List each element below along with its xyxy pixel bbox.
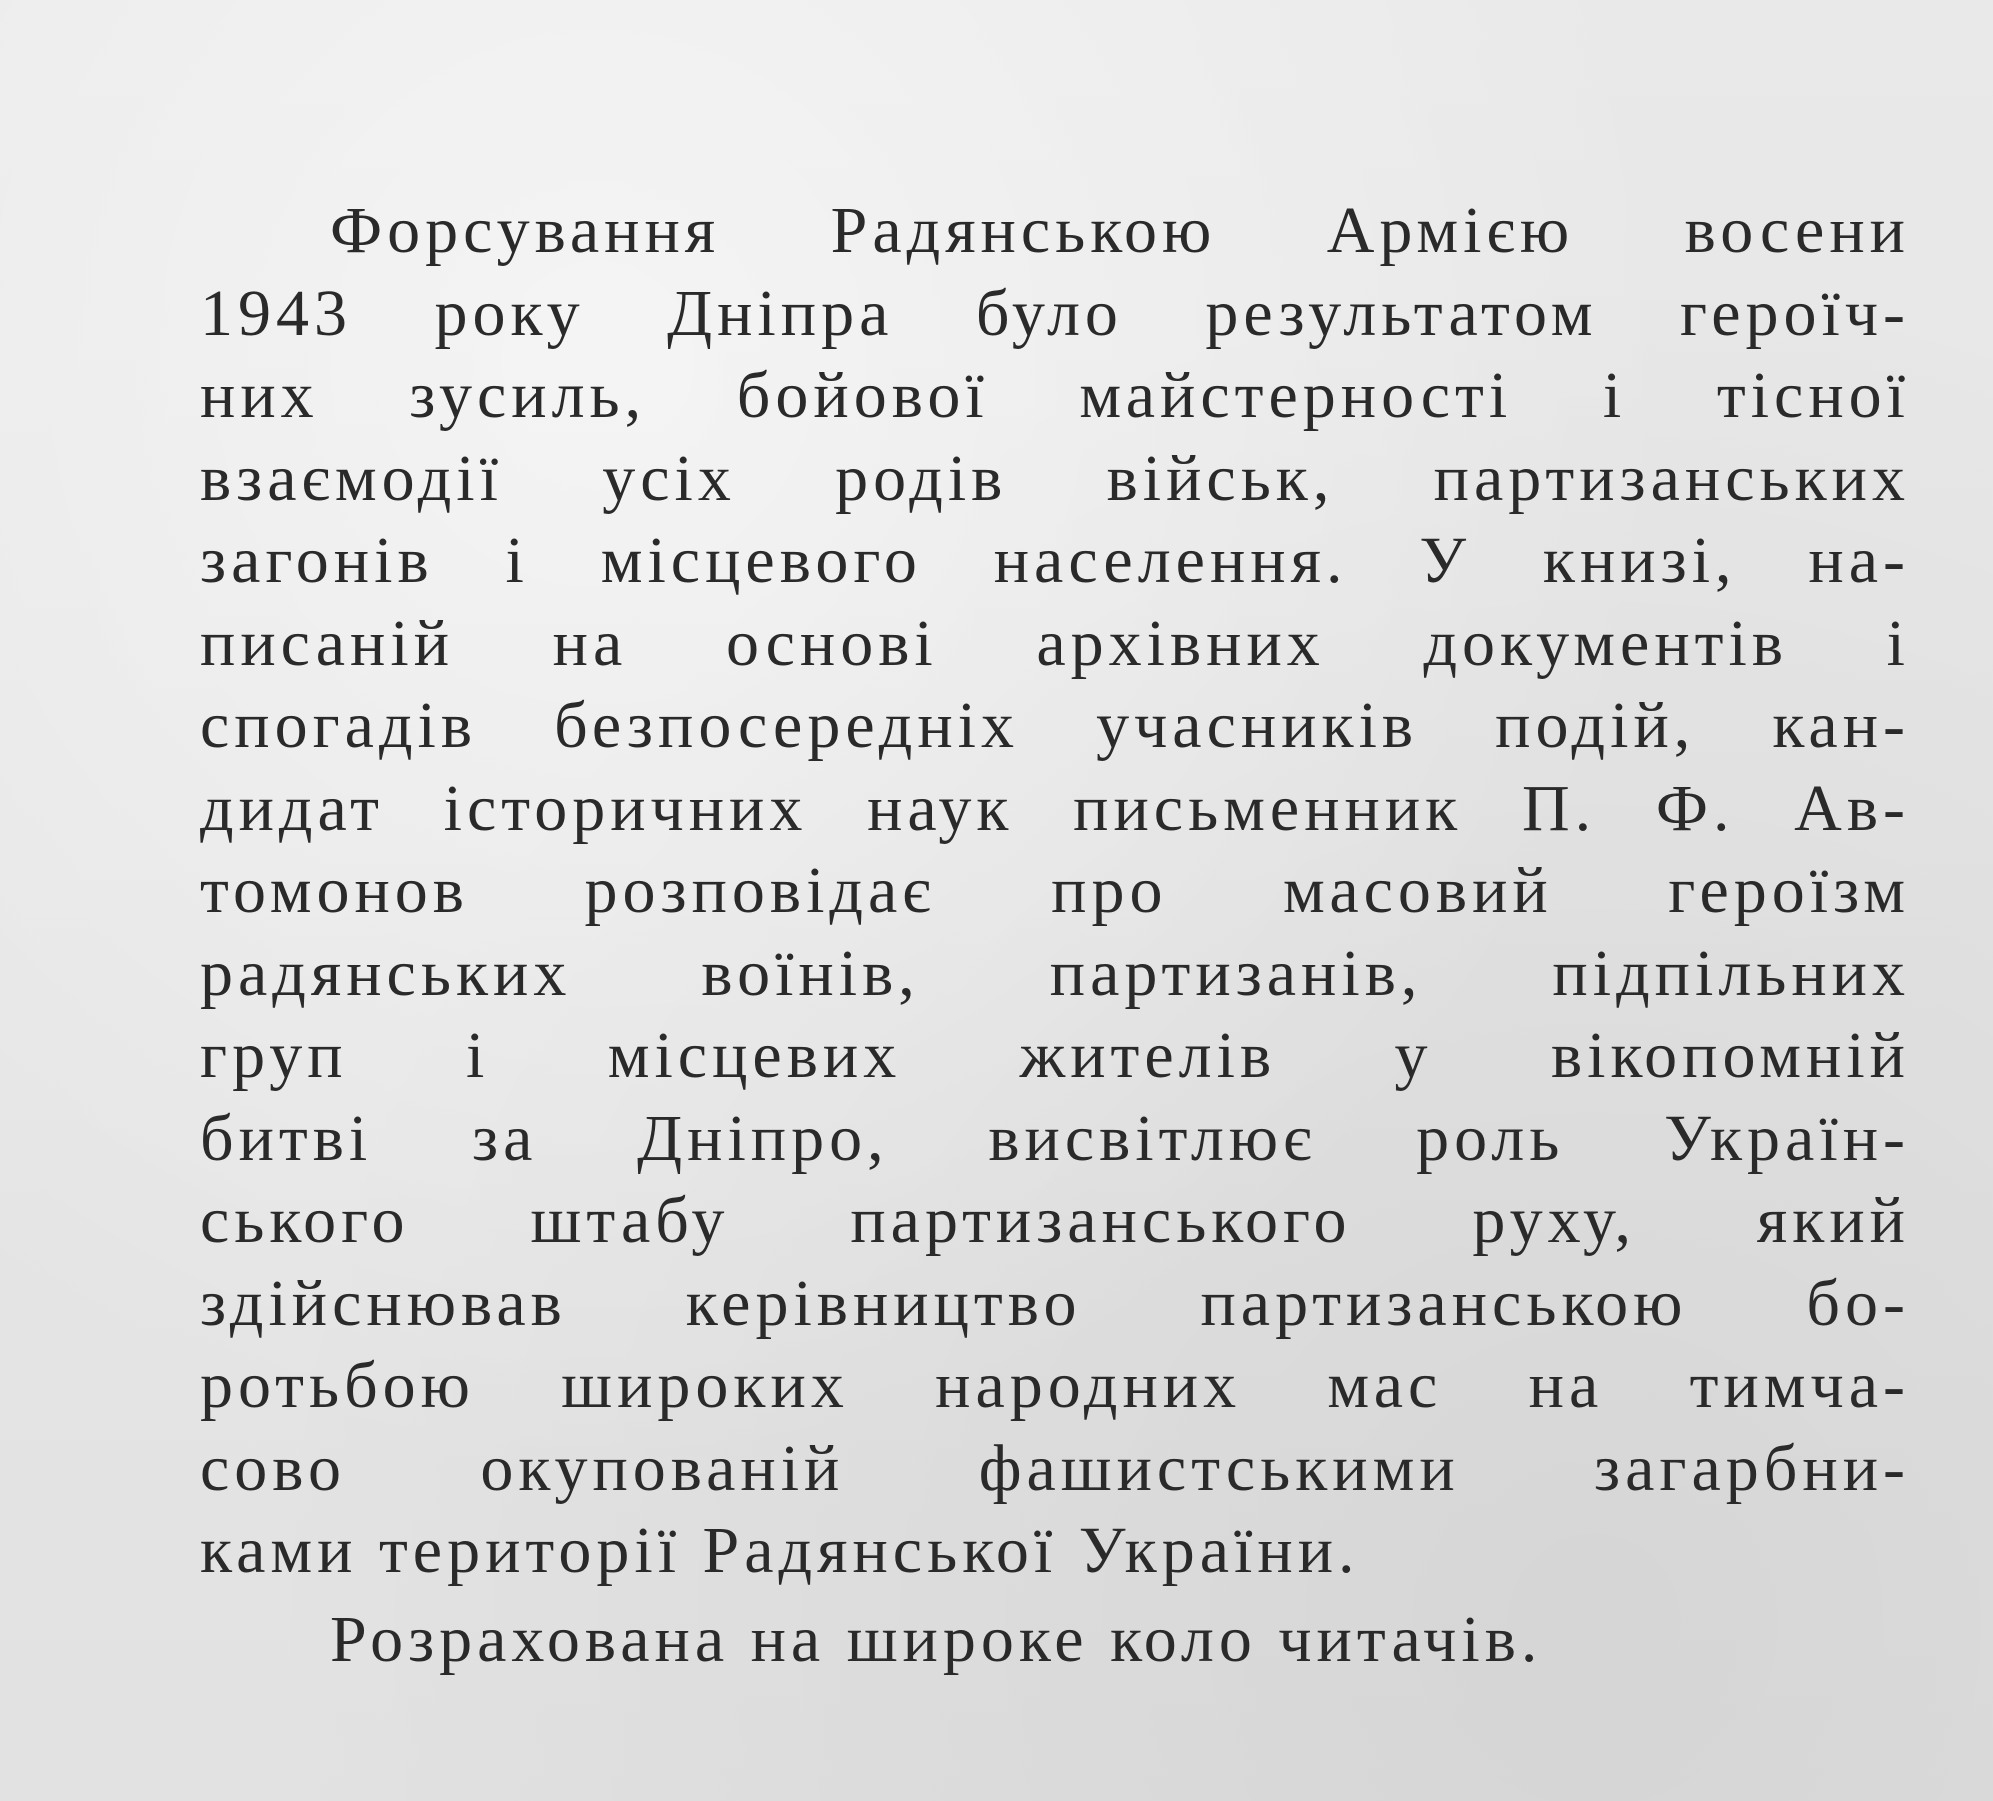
annotation-text — [200, 190, 1910, 1681]
text-line: груп і місцевих жителів у вікопомній — [200, 1019, 1910, 1092]
text-line: ротьбою широких народних мас на тимча- — [200, 1349, 1910, 1422]
audience-note: Розрахована на широке коло читачів. — [330, 1602, 1543, 1676]
text-line: Форсування Радянською Армією восени — [330, 194, 1910, 267]
text-line: загонів і місцевого населення. У книзі, на- — [200, 524, 1910, 597]
text-line: писаній на основі архівних документів і — [200, 606, 1910, 680]
text-line: взаємодії усіх родів військ, партизанських — [200, 441, 1910, 515]
text-line: томонов розповідає про масовий героїзм — [200, 854, 1910, 927]
text-line: радянських воїнів, партизанів, підпільних — [200, 936, 1910, 1010]
text-line: них зусиль, бойової майстерності і тісної — [200, 359, 1910, 432]
text-line: дидат історичних наук письменник П. Ф. Ав- — [200, 771, 1910, 845]
text-line: битві за Дніпро, висвітлює роль Україн- — [200, 1101, 1910, 1175]
text-line: ського штабу партизанського руху, який — [200, 1184, 1910, 1257]
text-line: сово окупованій фашистськими загарбни- — [200, 1431, 1910, 1505]
text-line: 1943 року Дніпра було результатом героїч- — [200, 276, 1910, 350]
text-line: спогадів безпосередніх учасників подій, кан- — [200, 689, 1910, 762]
text-line: ками території Радянської України. — [200, 1514, 1360, 1587]
text-line: здійснював керівництво партизанською бо- — [200, 1266, 1910, 1340]
